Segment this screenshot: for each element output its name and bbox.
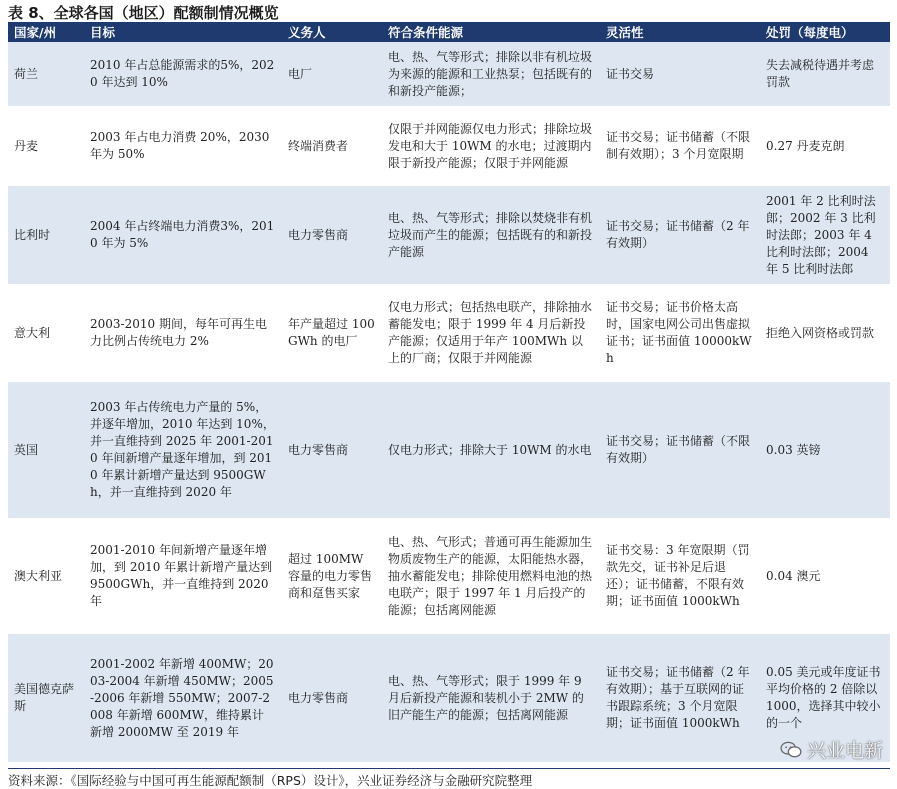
cell-energy: 电、热、气等形式；排除以非有机垃圾为来源的能源和工业热泵；包括既有的和新投产能源； (382, 42, 600, 106)
table-row (8, 382, 890, 518)
cell-target: 2001-2010 年间新增产量逐年增加，到 2010 年累计新增产量达到 9500GWh，并一直维持到 2020 年 (84, 518, 282, 634)
cell-flexibility: 证书交易 (600, 42, 760, 106)
cell-obligor: 电力零售商 (282, 634, 382, 762)
header-flexibility: 灵活性 (600, 22, 760, 42)
cell-energy: 电、热、气等形式；排除以焚烧非有机垃圾而产生的能源；包括既有的和新投产能源 (382, 186, 600, 284)
cell-penalty: 拒绝入网资格或罚款 (760, 284, 890, 382)
cell-target: 2010 年占总能源需求的5%，2020 年达到 10% (84, 42, 282, 106)
cell-flexibility: 证书交易：3 年宽限期（罚款先交，证书补足后退还）；证书储蓄，不限有效期；证书面值 1000kWh (600, 518, 760, 634)
cell-country: 比利时 (8, 186, 84, 284)
cell-obligor: 年产量超过 100GWh 的电厂 (282, 284, 382, 382)
cell-flexibility: 证书交易；证书储蓄（2 年有效期） (600, 186, 760, 284)
cell-energy: 仅电力形式；排除大于 10WM 的水电 (382, 382, 600, 518)
cell-flexibility: 证书交易；证书价格太高时，国家电网公司出售虚拟证书；证书面值 10000kWh (600, 284, 760, 382)
cell-flexibility: 证书交易；证书储蓄（不限制有效期）；3 个月宽限期 (600, 106, 760, 186)
header-row (8, 22, 890, 42)
cell-penalty: 0.27 丹麦克朗 (760, 106, 890, 186)
cell-target: 2004 年占终端电力消费3%，2010 年为 5% (84, 186, 282, 284)
cell-country: 澳大利亚 (8, 518, 84, 634)
table-row (8, 518, 890, 634)
cell-energy: 仅电力形式；包括热电联产，排除抽水蓄能发电；限于 1999 年 4 月后新投产能源；仅适用于年产 100MWh 以上的厂商；仅限于并网能源 (382, 284, 600, 382)
cell-obligor: 终端消费者 (282, 106, 382, 186)
cell-energy: 电、热、气形式；普通可再生能源加生物质废物生产的能源，太阳能热水器，抽水蓄能发电；排除使用燃料电池的热电联产；限于 1997 年 1 月后投产的能源；包括离网能源 (382, 518, 600, 634)
cell-country: 美国德克萨斯 (8, 634, 84, 762)
cell-obligor: 电力零售商 (282, 382, 382, 518)
cell-country: 意大利 (8, 284, 84, 382)
cell-energy: 仅限于并网能源仅电力形式；排除垃圾发电和大于 10WM 的水电；过渡期内限于新投产能源；仅限于并网能源 (382, 106, 600, 186)
cell-energy: 电、热、气等形式；限于 1999 年 9 月后新投产能源和装机小于 2MW 的旧产能生产的能源；包括离网能源 (382, 634, 600, 762)
header-obligor: 义务人 (282, 22, 382, 42)
cell-obligor: 电厂 (282, 42, 382, 106)
table-row (8, 106, 890, 186)
table-row (8, 634, 890, 762)
watermark (780, 736, 883, 763)
cell-country: 荷兰 (8, 42, 84, 106)
cell-country: 英国 (8, 382, 84, 518)
header-target: 目标 (84, 22, 282, 42)
table-row (8, 186, 890, 284)
cell-penalty: 0.04 澳元 (760, 518, 890, 634)
cell-penalty: 失去减税待遇并考虑罚款 (760, 42, 890, 106)
cell-target: 2003 年占传统电力产量的 5%，并逐年增加，2010 年达到 10%，并一直维持到 2025 年 2001-2010 年间新增产量逐年增加，到 2010 年累计新增产量达到 9500GWh，并一直维持到 2020 年 (84, 382, 282, 518)
cell-penalty: 0.03 英镑 (760, 382, 890, 518)
header-penalty: 处罚（每度电） (760, 22, 890, 42)
table-row (8, 42, 890, 106)
header-energy: 符合条件能源 (382, 22, 600, 42)
table-row (8, 284, 890, 382)
cell-target: 2003 年占电力消费 20%，2030 年为 50% (84, 106, 282, 186)
quota-table (8, 22, 890, 762)
cell-country: 丹麦 (8, 106, 84, 186)
cell-target: 2003-2010 期间，每年可再生电力比例占传统电力 2% (84, 284, 282, 382)
cell-penalty: 0.05 美元或年度证书平均价格的 2 倍除以 1000，选择其中较小的一个 (760, 634, 890, 762)
cell-obligor: 超过 100MW 容量的电力零售商和趸售买家 (282, 518, 382, 634)
cell-penalty: 2001 年 2 比利时法郎；2002 年 3 比利时法郎；2003 年 4 比利时法郎；2004 年 5 比利时法郎 (760, 186, 890, 284)
cell-obligor: 电力零售商 (282, 186, 382, 284)
watermark-text: 兴业电新 (806, 740, 883, 762)
table-title: 表 8、全球各国（地区）配额制情况概览 (8, 4, 279, 22)
cell-target: 2001-2002 年新增 400MW；2003-2004 年新增 450MW；2005-2006 年新增 550MW；2007-2008 年新增 600MW，维持累计新增 2000MW 至 2019 年 (84, 634, 282, 762)
wechat-icon (780, 741, 802, 759)
cell-flexibility: 证书交易；证书储蓄（2 年有效期）；基于互联网的证书跟踪系统；3 个月宽限期；证书面值 1000kWh (600, 634, 760, 762)
source-note: 资料来源：《国际经验与中国可再生能源配额制（RPS）设计》，兴业证券经济与金融研究院整理 (8, 768, 890, 789)
cell-flexibility: 证书交易；证书储蓄（不限有效期） (600, 382, 760, 518)
header-country: 国家/州 (8, 22, 84, 42)
